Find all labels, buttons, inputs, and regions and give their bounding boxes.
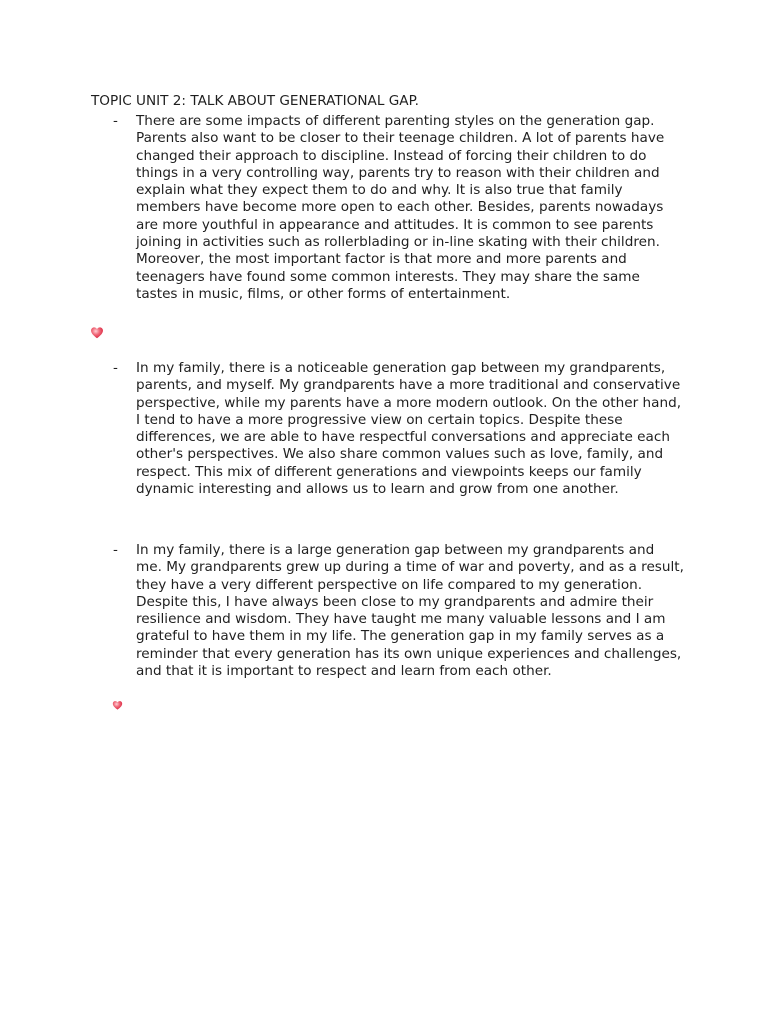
document-title: TOPIC UNIT 2: TALK ABOUT GENERATIONAL GAP. <box>91 93 419 109</box>
list-item <box>113 113 683 303</box>
heart-icon <box>90 326 104 340</box>
list-item <box>113 542 683 680</box>
bullet-dash: - <box>113 360 118 376</box>
paragraph-text: There are some impacts of different parenting styles on the generation gap. Parents also want to be closer to their teenage children. A lot of parents have changed their approach to discipline. Instead of forcing their children to do things in a very controlling way, parents try to reason with their children and explain what they expect them to do and why. It is also true that family members have become more open to each other. Besides, parents nowadays are more youthful in appearance and attitudes. It is common to see parents joining in activities such as rollerblading or in-line skating with their children. Moreover, the most important factor is that more and more parents and teenagers have found some common interests. They may share the same tastes in music, films, or other forms of entertainment. <box>136 113 665 302</box>
bullet-dash: - <box>113 542 118 558</box>
paragraph-text: In my family, there is a noticeable generation gap between my grandparents, parents, and myself. My grandparents have a more traditional and conservative perspective, while my parents have a more modern outlook. On the other hand, I tend to have a more progressive view on certain topics. Despite these differences, we are able to have respectful conversations and appreciate each other's perspectives. We also share common values such as love, family, and respect. This mix of different generations and viewpoints keeps our family dynamic interesting and allows us to learn and grow from one another. <box>136 360 682 498</box>
list-item <box>113 360 683 498</box>
heart-icon <box>112 700 123 711</box>
bullet-dash: - <box>113 113 118 129</box>
paragraph-text: In my family, there is a large generation gap between my grandparents and me. My grandparents grew up during a time of war and poverty, and as a result, they have a very different perspective on life compared to my generation. Despite this, I have always been close to my grandparents and admire their resilience and wisdom. They have taught me many valuable lessons and I am grateful to have them in my life. The generation gap in my family serves as a reminder that every generation has its own unique experiences and challenges, and that it is important to respect and learn from each other. <box>136 542 684 680</box>
